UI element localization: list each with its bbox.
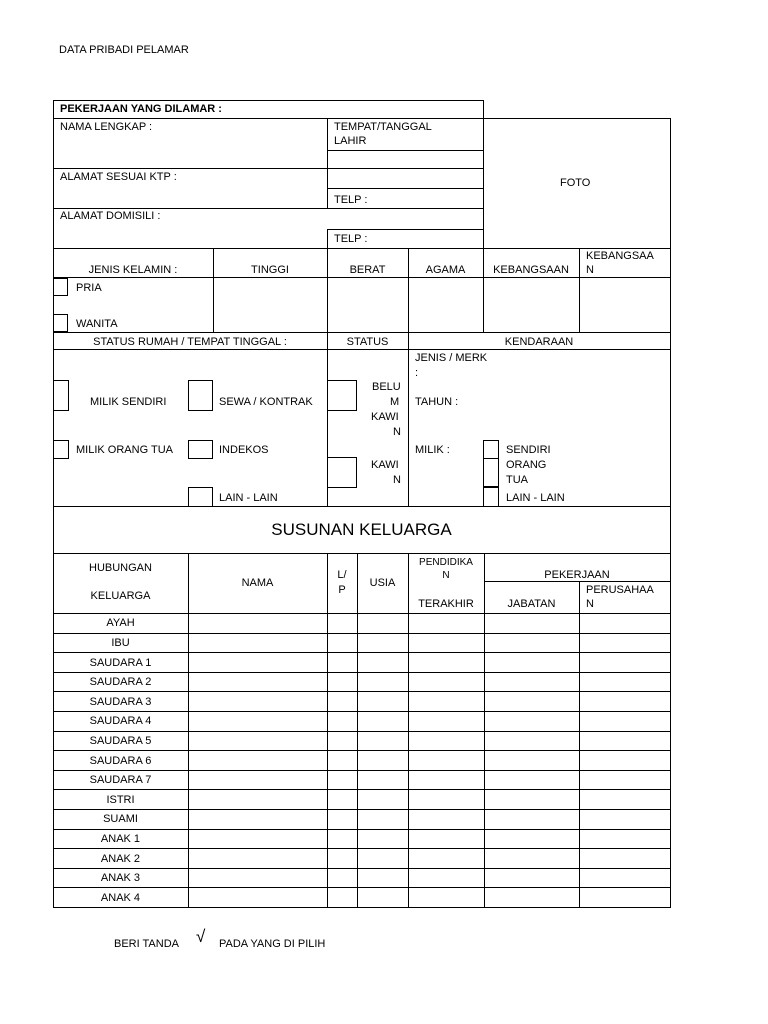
kendaraan-header: KENDARAAN	[504, 336, 574, 348]
lp-cell[interactable]	[328, 673, 357, 692]
kebangsaan-field[interactable]	[484, 278, 579, 332]
lain-lain-rumah-checkbox[interactable]	[188, 487, 213, 507]
nama-cell[interactable]	[189, 830, 327, 849]
lp-cell[interactable]	[328, 732, 357, 751]
milik-label: MILIK :	[415, 444, 450, 456]
pendidikan-header-2: N	[442, 570, 450, 581]
nama-cell[interactable]	[189, 692, 327, 711]
nama-cell[interactable]	[189, 732, 327, 751]
lp-cell[interactable]	[328, 692, 357, 711]
jenis-merk-label-2: :	[415, 367, 419, 379]
ttl-field[interactable]	[328, 151, 483, 168]
usia-cell[interactable]	[358, 653, 408, 672]
jabatan-cell[interactable]	[485, 751, 579, 770]
lp-cell[interactable]	[328, 751, 357, 770]
ttl-label-2: LAHIR	[334, 135, 367, 147]
pekerjaan-field[interactable]	[230, 101, 482, 117]
terakhir-header: TERAKHIR	[418, 598, 474, 610]
row-label: ANAK 3	[100, 872, 141, 884]
ttl-label-1: TEMPAT/TANGGAL	[334, 121, 432, 133]
jabatan-cell[interactable]	[485, 849, 579, 868]
pendidikan-cell[interactable]	[409, 888, 484, 907]
row-label: SAUDARA 4	[89, 715, 152, 727]
kebangsaan2-header-1: KEBANGSAA	[586, 250, 654, 262]
lp-cell[interactable]	[328, 849, 357, 868]
row-label: ANAK 1	[100, 833, 141, 845]
row-label: SAUDARA 5	[89, 735, 152, 747]
perusahaan-cell[interactable]	[580, 732, 670, 751]
jenis-merk-field[interactable]	[495, 351, 669, 379]
foto-label: FOTO	[560, 177, 591, 189]
perusahaan-cell[interactable]	[580, 692, 670, 711]
kebangsaan-header: KEBANGSAAN	[493, 264, 569, 276]
sewa-kontrak-label: SEWA / KONTRAK	[219, 396, 313, 408]
lain-lain-rumah-label: LAIN - LAIN	[219, 492, 278, 504]
alamat-domisili-field[interactable]	[54, 226, 326, 247]
alamat-ktp-label: ALAMAT SESUAI KTP :	[60, 171, 177, 183]
wanita-checkbox[interactable]	[53, 314, 68, 332]
agama-header: AGAMA	[425, 264, 466, 276]
usia-cell[interactable]	[358, 673, 408, 692]
usia-cell[interactable]	[358, 614, 408, 633]
nama-header: NAMA	[241, 577, 274, 589]
nama-field[interactable]	[54, 136, 326, 167]
jabatan-cell[interactable]	[485, 712, 579, 731]
lp-cell[interactable]	[328, 830, 357, 849]
status-header: STATUS	[346, 336, 389, 348]
family-title: SUSUNAN KELUARGA	[271, 520, 452, 539]
perusahaan-cell[interactable]	[580, 634, 670, 653]
lp-cell[interactable]	[328, 653, 357, 672]
sewa-kontrak-checkbox[interactable]	[188, 380, 213, 411]
pendidikan-header-1: PENDIDIKA	[419, 557, 473, 568]
keluarga-header: KELUARGA	[90, 590, 151, 602]
usia-cell[interactable]	[358, 810, 408, 829]
perusahaan-cell[interactable]	[580, 771, 670, 790]
usia-cell[interactable]	[358, 751, 408, 770]
nama-cell[interactable]	[189, 888, 327, 907]
nama-cell[interactable]	[189, 810, 327, 829]
belum-kawin-checkbox[interactable]	[327, 380, 357, 411]
page-title: DATA PRIBADI PELAMAR	[59, 44, 189, 56]
usia-cell[interactable]	[358, 849, 408, 868]
kawin-checkbox[interactable]	[327, 457, 357, 488]
check-mark-icon: √	[196, 927, 206, 946]
pendidikan-cell[interactable]	[409, 751, 484, 770]
orang-tua-label-1: ORANG	[506, 459, 547, 471]
usia-cell[interactable]	[358, 830, 408, 849]
usia-cell[interactable]	[358, 634, 408, 653]
perusahaan-header-2: N	[586, 598, 594, 610]
row-label: ANAK 4	[100, 892, 141, 904]
row-label: SAUDARA 7	[89, 774, 152, 786]
perusahaan-cell[interactable]	[580, 614, 670, 633]
milik-orang-tua-label: MILIK ORANG TUA	[76, 444, 173, 456]
nama-cell[interactable]	[189, 869, 327, 888]
lain-lain-kendaraan-label: LAIN - LAIN	[506, 492, 565, 504]
jabatan-cell[interactable]	[485, 869, 579, 888]
nama-cell[interactable]	[189, 634, 327, 653]
belum-kawin-label-1: BELU	[372, 381, 401, 393]
jabatan-cell[interactable]	[485, 790, 579, 809]
perusahaan-cell[interactable]	[580, 849, 670, 868]
nama-label: NAMA LENGKAP :	[60, 121, 153, 133]
jenis-merk-label-1: JENIS / MERK	[415, 352, 488, 364]
alamat-ktp-field[interactable]	[54, 186, 326, 207]
usia-cell[interactable]	[358, 732, 408, 751]
belum-kawin-label-3: KAWI	[371, 411, 399, 423]
jabatan-cell[interactable]	[485, 673, 579, 692]
row-label: ISTRI	[106, 794, 135, 806]
tinggi-field[interactable]	[214, 278, 327, 332]
kawin-label-1: KAWI	[371, 459, 399, 471]
perusahaan-cell[interactable]	[580, 790, 670, 809]
usia-cell[interactable]	[358, 888, 408, 907]
indekos-label: INDEKOS	[219, 444, 269, 456]
kebangsaan2-header-2: N	[586, 264, 594, 276]
sendiri-label: SENDIRI	[506, 444, 551, 456]
tinggi-header: TINGGI	[251, 264, 289, 276]
telp-label-1: TELP :	[334, 194, 368, 206]
jabatan-cell[interactable]	[485, 614, 579, 633]
row-label: SAUDARA 3	[89, 696, 152, 708]
jabatan-cell[interactable]	[485, 732, 579, 751]
pendidikan-cell[interactable]	[409, 634, 484, 653]
lain-lain-kendaraan-checkbox[interactable]	[483, 487, 499, 507]
usia-cell[interactable]	[358, 712, 408, 731]
perusahaan-cell[interactable]	[580, 751, 670, 770]
lp-cell[interactable]	[328, 634, 357, 653]
row-label: SAUDARA 1	[89, 657, 152, 669]
nama-cell[interactable]	[189, 614, 327, 633]
wanita-label: WANITA	[76, 318, 118, 330]
beri-tanda-label: BERI TANDA	[114, 938, 179, 950]
jabatan-cell[interactable]	[485, 830, 579, 849]
pendidikan-cell[interactable]	[409, 771, 484, 790]
indekos-checkbox[interactable]	[188, 440, 213, 459]
pendidikan-cell[interactable]	[409, 830, 484, 849]
jabatan-cell[interactable]	[485, 692, 579, 711]
belum-kawin-label-4: N	[393, 426, 401, 438]
berat-header: BERAT	[349, 264, 386, 276]
jabatan-cell[interactable]	[485, 771, 579, 790]
pendidikan-cell[interactable]	[409, 653, 484, 672]
row-label: IBU	[111, 637, 130, 649]
row-label: SUAMI	[103, 813, 138, 825]
lp-cell[interactable]	[328, 771, 357, 790]
usia-cell[interactable]	[358, 790, 408, 809]
pekerjaan-label: PEKERJAAN YANG DILAMAR :	[60, 103, 222, 115]
pendidikan-cell[interactable]	[409, 869, 484, 888]
perusahaan-cell[interactable]	[580, 869, 670, 888]
jabatan-cell[interactable]	[485, 653, 579, 672]
nama-cell[interactable]	[189, 673, 327, 692]
milik-sendiri-checkbox[interactable]	[53, 380, 69, 411]
pendidikan-cell[interactable]	[409, 732, 484, 751]
pendidikan-cell[interactable]	[409, 673, 484, 692]
jabatan-cell[interactable]	[485, 888, 579, 907]
milik-sendiri-label: MILIK SENDIRI	[90, 396, 167, 408]
pria-checkbox[interactable]	[53, 278, 68, 296]
jabatan-cell[interactable]	[485, 634, 579, 653]
sendiri-checkbox[interactable]	[483, 440, 499, 459]
nama-cell[interactable]	[189, 751, 327, 770]
pendidikan-cell[interactable]	[409, 712, 484, 731]
milik-orang-tua-checkbox[interactable]	[53, 440, 69, 459]
lp-header-1: L/	[337, 569, 347, 581]
nama-cell[interactable]	[189, 849, 327, 868]
perusahaan-cell[interactable]	[580, 810, 670, 829]
row-label: SAUDARA 2	[89, 676, 152, 688]
usia-cell[interactable]	[358, 692, 408, 711]
perusahaan-header-1: PERUSAHAA	[586, 584, 654, 596]
usia-cell[interactable]	[358, 869, 408, 888]
nama-cell[interactable]	[189, 771, 327, 790]
pada-yang-label: PADA YANG DI PILIH	[219, 938, 326, 950]
pria-label: PRIA	[76, 282, 102, 294]
orang-tua-label-2: TUA	[506, 474, 528, 486]
lp-cell[interactable]	[328, 712, 357, 731]
row-label: ANAK 2	[100, 853, 141, 865]
lp-header-2: P	[338, 584, 346, 596]
belum-kawin-label-2: M	[390, 396, 400, 408]
pekerjaan-header: PEKERJAAN	[544, 569, 610, 581]
perusahaan-cell[interactable]	[580, 830, 670, 849]
pendidikan-cell[interactable]	[409, 849, 484, 868]
status-rumah-header: STATUS RUMAH / TEMPAT TINGGAL :	[93, 336, 287, 348]
pendidikan-cell[interactable]	[409, 614, 484, 633]
lp-cell[interactable]	[328, 790, 357, 809]
perusahaan-cell[interactable]	[580, 673, 670, 692]
row-label: AYAH	[106, 617, 135, 629]
jabatan-cell[interactable]	[485, 810, 579, 829]
hubungan-header: HUBUNGAN	[89, 562, 152, 574]
perusahaan-cell[interactable]	[580, 888, 670, 907]
perusahaan-cell[interactable]	[580, 653, 670, 672]
tahun-field[interactable]	[475, 390, 669, 412]
telp-label-2: TELP :	[334, 233, 368, 245]
orang-tua-checkbox[interactable]	[483, 458, 499, 487]
kawin-label-2: N	[393, 474, 401, 486]
pendidikan-cell[interactable]	[409, 790, 484, 809]
jabatan-header: JABATAN	[507, 598, 556, 610]
pendidikan-cell[interactable]	[409, 810, 484, 829]
nama-cell[interactable]	[189, 790, 327, 809]
usia-cell[interactable]	[358, 771, 408, 790]
perusahaan-cell[interactable]	[580, 712, 670, 731]
nama-cell[interactable]	[189, 653, 327, 672]
lp-cell[interactable]	[328, 888, 357, 907]
lp-cell[interactable]	[328, 869, 357, 888]
nama-cell[interactable]	[189, 712, 327, 731]
lp-cell[interactable]	[328, 614, 357, 633]
alamat-domisili-label: ALAMAT DOMISILI :	[60, 210, 161, 222]
usia-header: USIA	[369, 577, 396, 589]
tahun-label: TAHUN :	[415, 396, 459, 408]
row-label: SAUDARA 6	[89, 755, 152, 767]
pendidikan-cell[interactable]	[409, 692, 484, 711]
jenis-kelamin-header: JENIS KELAMIN :	[88, 264, 178, 276]
berat-field[interactable]	[328, 278, 408, 332]
agama-field[interactable]	[409, 278, 483, 332]
lp-cell[interactable]	[328, 810, 357, 829]
